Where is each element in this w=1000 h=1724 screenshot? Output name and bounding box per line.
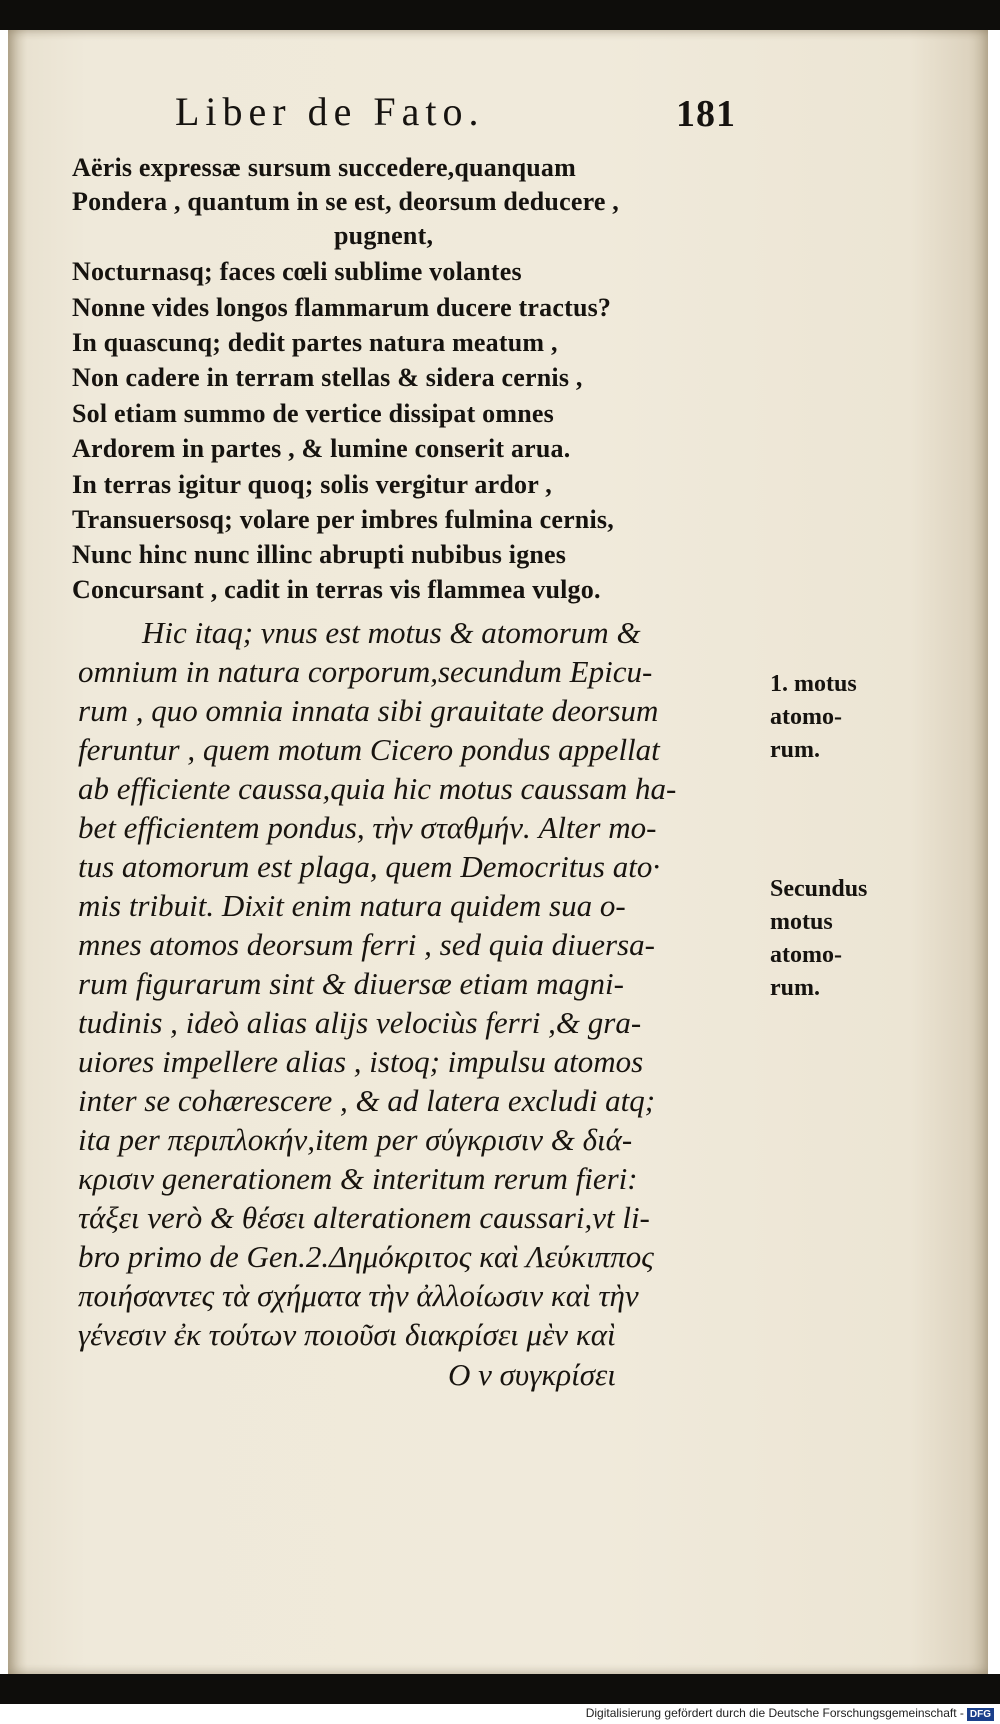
verse-line: Non cadere in terram stellas & sidera cernis ,: [72, 363, 583, 392]
prose-line: Ο ν συγκρίσει: [448, 1357, 616, 1392]
scan-bottom-border: [0, 1674, 1000, 1704]
verse-line: Nunc hinc nunc illinc abrupti nubibus ignes: [72, 540, 567, 569]
prose-line: tudinis , ideò alias alijs velociùs ferri ,& gra-: [78, 1005, 642, 1040]
prose-line: rum , quo omnia innata sibi grauitate deorsum: [78, 693, 659, 728]
running-title: Liber de Fato.: [175, 89, 485, 134]
verse-line: Aëris expressæ sursum succedere,quanquam: [72, 153, 576, 182]
prose-line: feruntur , quem motum Cicero pondus appellat: [78, 732, 660, 767]
verse-line: Pondera , quantum in se est, deorsum deducere ,: [72, 187, 619, 216]
prose-line: τάξει verò & θέσει alterationem caussari,vt li-: [78, 1200, 650, 1235]
margin-note-second-motion: [770, 873, 867, 1005]
digitization-credit: [586, 1706, 994, 1721]
verse-line: In terras igitur quoq; solis vergitur ardor ,: [72, 470, 552, 499]
dfg-logo-badge: DFG: [967, 1708, 994, 1721]
prose-line: bet efficientem pondus, τὴν σταθμήν. Alter mo-: [78, 810, 657, 845]
prose-line: inter se cohærescere , & ad latera excludi atq;: [78, 1083, 656, 1118]
prose-line: omnium in natura corporum,secundum Epicu-: [78, 654, 653, 689]
margin-note-line: atomo-: [770, 704, 842, 730]
verse-line: Nocturnasq; faces cœli sublime volantes: [72, 257, 522, 286]
verse-line: Concursant , cadit in terras vis flammea vulgo.: [72, 575, 601, 604]
prose-line: bro primo de Gen.2.Δημόκριτος καὶ Λεύκιππος: [78, 1239, 654, 1274]
verse-line: Nonne vides longos flammarum ducere tractus?: [72, 293, 612, 322]
margin-note-line: 1. motus: [770, 671, 857, 697]
prose-line: mnes atomos deorsum ferri , sed quia diuersa-: [78, 927, 655, 962]
scan-top-border: [0, 0, 1000, 30]
prose-line: ita per περιπλοκήν,item per σύγκρισιν & διά-: [78, 1122, 633, 1157]
prose-line: uiores impellere alias , istoq; impulsu atomos: [78, 1044, 644, 1079]
margin-note-line: rum.: [770, 737, 820, 763]
page-number: 181: [676, 93, 736, 135]
margin-note-line: rum.: [770, 975, 820, 1001]
margin-note-line: atomo-: [770, 942, 842, 968]
prose-line: rum figurarum sint & diuersæ etiam magni-: [78, 966, 624, 1001]
prose-line: κρισιν generationem & interitum rerum fieri:: [78, 1161, 638, 1196]
margin-note-line: motus: [770, 909, 833, 935]
verse-line: Sol etiam summo de vertice dissipat omnes: [72, 399, 554, 428]
verse-line: Ardorem in partes , & lumine conserit arua.: [72, 434, 571, 463]
credit-text: Digitalisierung gefördert durch die Deutsche Forschungsgemeinschaft -: [585, 1706, 964, 1720]
prose-line: ποιήσαντες τὰ σχήματα τὴν ἀλλοίωσιν καὶ τὴν: [78, 1278, 639, 1313]
verse-line: pugnent,: [334, 221, 434, 250]
prose-line: tus atomorum est plaga, quem Democritus ato·: [78, 849, 661, 884]
margin-note-first-motion: [770, 668, 857, 767]
prose-line: mis tribuit. Dixit enim natura quidem sua o-: [78, 888, 626, 923]
prose-line: γένεσιν ἐκ τούτων ποιοῦσι διακρίσει μὲν καὶ: [78, 1317, 616, 1352]
verse-line: In quascunq; dedit partes natura meatum ,: [72, 328, 558, 357]
prose-line: Hic itaq; vnus est motus & atomorum &: [142, 615, 641, 650]
prose-line: ab efficiente caussa,quia hic motus caussam ha-: [78, 771, 677, 806]
verse-line: Transuersosq; volare per imbres fulmina cernis,: [72, 505, 614, 534]
margin-note-line: Secundus: [770, 876, 868, 902]
